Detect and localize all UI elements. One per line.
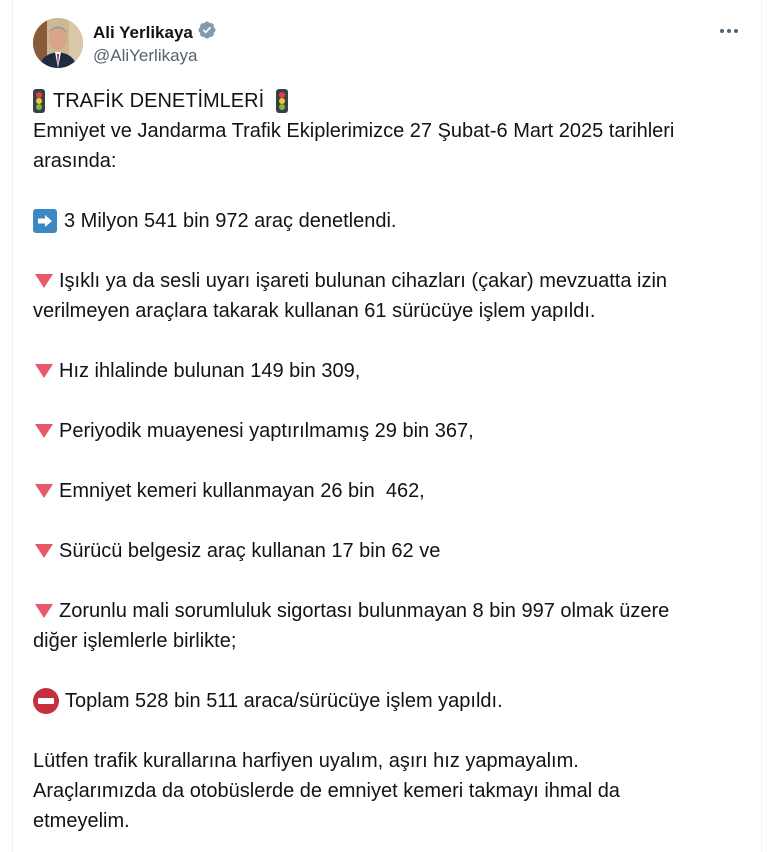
author-name[interactable]: Ali Yerlikaya — [93, 22, 193, 42]
more-options-button[interactable] — [717, 22, 741, 40]
violation-item: Zorunlu mali sorumluluk sigortası bulunmayan 8 bin 997 olmak üzere — [33, 596, 749, 626]
post-title: TRAFİK DENETİMLERİ — [33, 86, 749, 116]
author-handle[interactable]: @AliYerlikaya — [93, 46, 198, 65]
closing-line: Lütfen trafik kurallarına harfiyen uyalım, aşırı hız yapmayalım. — [33, 750, 579, 772]
avatar-photo-icon — [33, 18, 83, 68]
avatar[interactable] — [33, 18, 83, 68]
violation-item: Hız ihlalinde bulunan 149 bin 309, — [33, 356, 749, 386]
timeline-border-right — [761, 0, 762, 852]
right-arrow-icon — [33, 209, 57, 233]
violation-item: Emniyet kemeri kullanmayan 26 bin 462, — [33, 476, 749, 506]
tweet — [33, 0, 749, 832]
tweet-header — [33, 0, 749, 70]
violation-item: Işıklı ya da sesli uyarı işareti bulunan cihazları (çakar) mevzuatta izin — [33, 266, 749, 296]
red-triangle-down-icon — [35, 544, 53, 558]
traffic-light-icon — [276, 89, 288, 113]
author-name-row — [93, 20, 217, 45]
timeline-border-left — [12, 0, 13, 852]
closing-line: etmeyelim. — [33, 810, 130, 832]
verified-badge-icon — [197, 20, 217, 45]
more-horizontal-icon — [720, 29, 724, 33]
inspected-count: 3 Milyon 541 bin 972 araç denetlendi. — [33, 206, 749, 236]
tweet-text — [33, 86, 749, 836]
red-triangle-down-icon — [35, 364, 53, 378]
traffic-light-icon — [33, 89, 45, 113]
closing-line: Araçlarımızda da otobüslerde de emniyet kemeri takmayı ihmal da — [33, 780, 620, 802]
red-triangle-down-icon — [35, 274, 53, 288]
violation-item-cont: diğer işlemlerle birlikte; — [33, 630, 237, 652]
red-triangle-down-icon — [35, 424, 53, 438]
red-triangle-down-icon — [35, 604, 53, 618]
intro-line: arasında: — [33, 150, 117, 172]
red-triangle-down-icon — [35, 484, 53, 498]
violation-item: Periyodik muayenesi yaptırılmamış 29 bin 367, — [33, 416, 749, 446]
violation-item-cont: verilmeyen araçlara takarak kullanan 61 sürücüye işlem yapıldı. — [33, 300, 596, 322]
intro-line: Emniyet ve Jandarma Trafik Ekiplerimizce 27 Şubat-6 Mart 2025 tarihleri — [33, 120, 675, 142]
total-count: Toplam 528 bin 511 araca/sürücüye işlem yapıldı. — [33, 686, 749, 716]
no-entry-icon — [33, 688, 59, 714]
violation-item: Sürücü belgesiz araç kullanan 17 bin 62 ve — [33, 536, 749, 566]
